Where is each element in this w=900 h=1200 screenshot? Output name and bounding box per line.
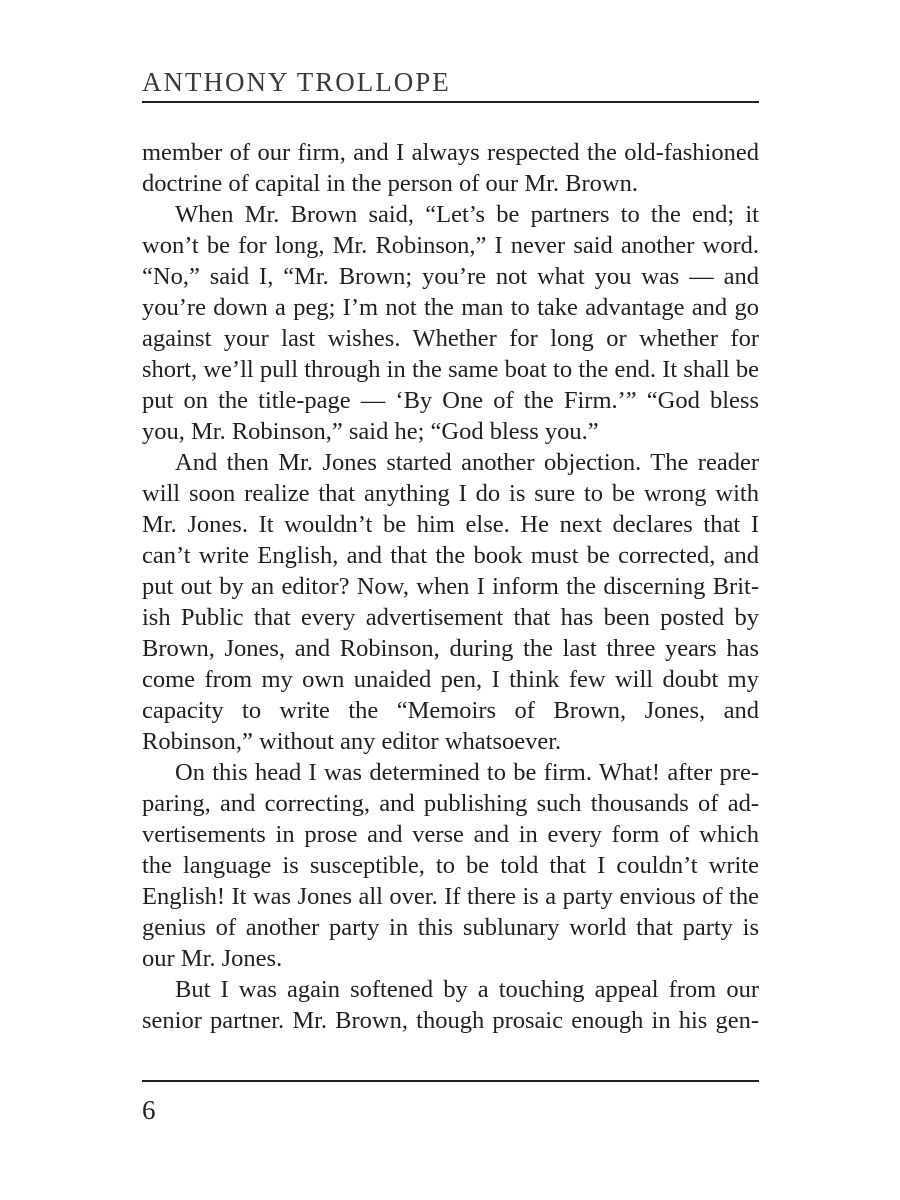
paragraph-2: When Mr. Brown said, “Let’s be partners to the end; it won’t be for long, Mr. Robinson,” I never said another word. “No,” said I, “Mr. Brown; you’re not what you was — and you’re down a peg; I’m not the man to take advantage and go against your last wishes. Whether for long or whether for short, we’ll pull through in the same boat to the end. It shall be put on the title-page — ‘By One of the Firm.’” “God bless you, Mr. Robinson,” said he; “God bless you.” [142,201,759,445]
footer-rule [142,1080,759,1082]
paragraph-4: On this head I was determined to be firm. What! after preparing, and correcting, and publishing such thousands of advertisements in prose and verse and in every form of which the language is susceptible, to be told that I couldn’t write English! It was Jones all over. If there is a party envious of the genius of another party in this sublunary world that party is our Mr. Jones. [142,759,759,972]
paragraph-1: member of our firm, and I always respected the old-fashioned doctrine of capital in the person of our Mr. Brown. [142,139,759,197]
paragraph-5: But I was again softened by a touching appeal from our senior partner. Mr. Brown, though prosaic enough in his gen- [142,976,759,1034]
body-text [142,137,759,1036]
header-rule [142,101,759,103]
paragraph-3: And then Mr. Jones started another objection. The reader will soon realize that anything I do is sure to be wrong with Mr. Jones. It wouldn’t be him else. He next declares that I can’t write English, and that the book must be corrected, and put out by an editor? Now, when I inform the discerning British Public that every advertisement that has been posted by Brown, Jones, and Robinson, during the last three years has come from my own unaided pen, I think few will doubt my capacity to write the “Memoirs of Brown, Jones, and Robinson,” without any editor whatsoever. [142,449,759,755]
page-number: 6 [142,1095,156,1125]
running-head: ANTHONY TROLLOPE [142,67,451,97]
